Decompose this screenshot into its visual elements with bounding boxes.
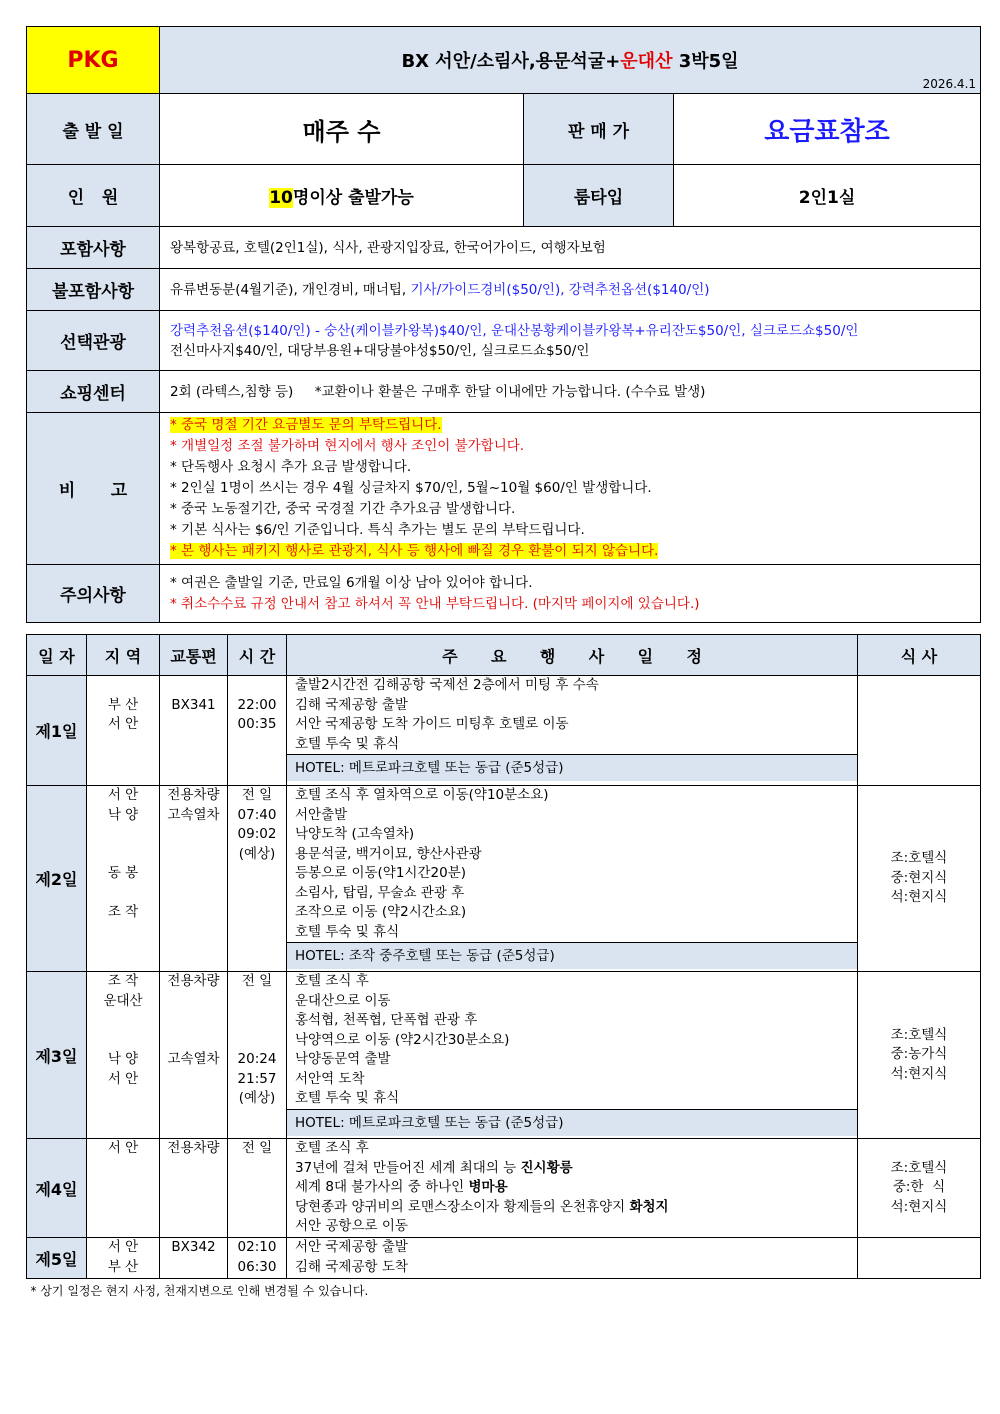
caution-list — [160, 565, 981, 623]
activity: 호텔 투숙 및 휴식 — [295, 923, 400, 940]
departure-label: 출 발 일 — [27, 94, 160, 165]
shopping-value: 2회 (라텍스,침향 등) *교환이나 환불은 구매후 한달 이내에만 가능합니다. (수수료 발생) — [160, 371, 981, 413]
activity: 호텔 투숙 및 휴식 — [295, 735, 400, 752]
excluded-value — [160, 269, 981, 311]
time: (예상) — [238, 845, 276, 862]
region-cell — [87, 1139, 160, 1238]
excluded-highlight: 기사/가이드경비($50/인), 강력추천옵션($140/인) — [410, 281, 710, 298]
table-row — [27, 972, 981, 1139]
time: 22:00 — [237, 696, 277, 713]
people-number: 10 — [269, 188, 293, 208]
pkg-badge: PKG — [27, 27, 160, 94]
activity: 호텔 투숙 및 휴식 — [295, 1090, 400, 1106]
day-label: 제1일 — [27, 676, 87, 786]
price-label: 판 매 가 — [524, 94, 674, 165]
remark-item: * 단독행사 요청시 추가 요금 발생합니다. — [170, 459, 412, 475]
caution-item: * 취소수수료 규정 안내서 참고 하셔서 꼭 안내 부탁드립니다. (마지막 페이지에 있습니다.) — [170, 595, 700, 612]
transport: 전용차량 — [167, 1140, 220, 1156]
time-cell — [228, 1139, 287, 1238]
meal: 조:호텔식 — [890, 1159, 948, 1176]
room-value: 2인1실 — [674, 165, 981, 227]
time: 20:24 — [237, 1051, 277, 1067]
region: 낙 양 — [107, 1051, 139, 1067]
activity-highlight: 진시황릉 — [520, 1159, 573, 1176]
activity: 호텔 조식 후 열차역으로 이동(약10분소요) — [295, 787, 549, 803]
transport-cell — [160, 786, 228, 972]
activity: 서안출발 — [295, 806, 348, 823]
meal: 중:현지식 — [890, 869, 948, 886]
region: 조 작 — [107, 973, 139, 989]
options-line-2: 전신마사지$40/인, 대당부용원+대당불야성$50/인, 실크로드쇼$50/인 — [170, 342, 590, 359]
time: 07:40 — [237, 806, 277, 823]
options-line-1: 강력추천옵션($140/인) - 숭산(케이블카왕복)$40/인, 운대산봉황케이블카왕복+유리잔도$50/인, 실크로드쇼$50/인 — [170, 322, 859, 339]
activity — [295, 1217, 857, 1237]
time: 06:30 — [237, 1258, 277, 1275]
caution-label: 주의사항 — [27, 565, 160, 623]
activity: 출발2시간전 김해공항 국제선 2층에서 미팅 후 수속 — [295, 677, 599, 693]
activity: 조작으로 이동 (약2시간소요) — [295, 904, 467, 920]
activity-text: 세계 8대 불가사의 중 하나인 — [295, 1179, 469, 1195]
itinerary-cell — [287, 786, 858, 972]
day-label: 제4일 — [27, 1139, 87, 1238]
activity: 등봉으로 이동(약1시간20분) — [295, 865, 467, 881]
remarks-list — [160, 413, 981, 565]
remark-item: * 개별일정 조절 불가하며 현지에서 행사 조인이 불가합니다. — [170, 438, 525, 454]
itinerary-cell — [287, 676, 858, 786]
meal: 석:현지식 — [890, 1065, 948, 1082]
header-itinerary: 주 요 행 사 일 정 — [287, 635, 858, 676]
time-cell — [228, 786, 287, 972]
time: (예상) — [238, 1090, 276, 1106]
transport: BX341 — [171, 696, 216, 713]
people-label: 인 원 — [27, 165, 160, 227]
itinerary-cell — [287, 1238, 858, 1279]
meal: 중:한 식 — [892, 1179, 946, 1196]
time: 09:02 — [237, 826, 277, 842]
activity-text: 호텔 조식 후 — [295, 1140, 369, 1156]
meal-cell — [858, 786, 981, 972]
caution-item: * 여권은 출발일 기준, 만료일 6개월 이상 남아 있어야 합니다. — [170, 574, 533, 591]
transport-cell — [160, 676, 228, 786]
time-cell — [228, 1238, 287, 1279]
transport: 전용차량 — [167, 787, 220, 803]
header-region: 지 역 — [87, 635, 160, 676]
activity-highlight: 화청지 — [629, 1198, 669, 1215]
region: 조 작 — [107, 904, 139, 920]
activity: 서안역 도착 — [295, 1070, 365, 1087]
transport: 고속열차 — [167, 1051, 220, 1067]
transport: 고속열차 — [167, 806, 220, 823]
hotel-info: HOTEL: 메트로파크호텔 또는 동급 (준5성급) — [287, 754, 857, 781]
meal-cell — [858, 1139, 981, 1238]
activity-text: 37년에 걸쳐 만들어진 세계 최대의 능 — [295, 1159, 521, 1176]
title-prefix: BX 서안/소림사,용문석굴+ — [401, 51, 621, 72]
remark-item: * 중국 노동절기간, 중국 국경절 기간 추가요금 발생합니다. — [170, 501, 516, 517]
region: 서 안 — [107, 1140, 139, 1156]
activity: 서안 국제공항 도착 가이드 미팅후 호텔로 이동 — [295, 716, 569, 732]
table-row — [27, 786, 981, 972]
table-row — [27, 1139, 981, 1238]
excluded-label: 불포함사항 — [27, 269, 160, 311]
activity: 낙양역으로 이동 (약2시간30분소요) — [295, 1031, 510, 1048]
footnote: * 상기 일정은 현지 사정, 천재지변으로 인해 변경될 수 있습니다. — [30, 1283, 369, 1298]
activity: 홍석협, 천폭협, 단폭협 관광 후 — [295, 1012, 478, 1028]
activity — [295, 1159, 857, 1179]
region-cell — [87, 1238, 160, 1279]
title-suffix: 3박5일 — [672, 51, 739, 72]
transport-cell — [160, 1139, 228, 1238]
info-table — [26, 26, 981, 623]
day-label: 제2일 — [27, 786, 87, 972]
itinerary-cell — [287, 972, 858, 1139]
region: 부 산 — [107, 1258, 139, 1275]
options-value — [160, 311, 981, 371]
remark-item: * 본 행사는 패키지 행사로 관광지, 식사 등 행사에 빠질 경우 환불이 되지 않습니다. — [170, 543, 659, 559]
activity: 낙양동문역 출발 — [295, 1051, 391, 1067]
meal-cell — [858, 972, 981, 1139]
table-row — [27, 1238, 981, 1279]
transport: BX342 — [171, 1239, 216, 1255]
transport: 전용차량 — [167, 973, 220, 989]
day-label: 제5일 — [27, 1238, 87, 1279]
region: 동 봉 — [107, 865, 139, 881]
meal: 석:현지식 — [890, 1198, 948, 1215]
header-day: 일 자 — [27, 635, 87, 676]
meal: 중:농가식 — [890, 1046, 948, 1063]
meal-cell — [858, 1238, 981, 1279]
shopping-label: 쇼핑센터 — [27, 371, 160, 413]
time-cell — [228, 676, 287, 786]
excluded-text: 유류변동분(4월기준), 개인경비, 매너팁, — [170, 281, 411, 298]
meal-cell — [858, 676, 981, 786]
activity — [295, 1178, 857, 1198]
time: 전 일 — [241, 787, 273, 803]
region: 서 안 — [107, 1070, 139, 1087]
time-cell — [228, 972, 287, 1139]
region: 운대산 — [103, 992, 143, 1009]
transport-cell — [160, 1238, 228, 1279]
time: 전 일 — [241, 1140, 273, 1156]
options-label: 선택관광 — [27, 311, 160, 371]
activity: 소림사, 탑림, 무술쇼 관광 후 — [295, 884, 465, 901]
activity-text: 서안 공항으로 이동 — [295, 1218, 408, 1234]
title-highlight: 운대산 — [620, 51, 673, 72]
activity-text: 당현종과 양귀비의 로맨스장소이자 황제들의 온천휴양지 — [295, 1198, 630, 1215]
time: 21:57 — [237, 1070, 277, 1087]
departure-value: 매주 수 — [160, 94, 524, 165]
activity: 김해 국제공항 도착 — [295, 1258, 408, 1275]
meal: 조:호텔식 — [890, 1026, 948, 1043]
time: 00:35 — [237, 716, 277, 732]
activity: 서안 국제공항 출발 — [295, 1239, 408, 1255]
meal: 조:호텔식 — [890, 850, 948, 867]
region-cell — [87, 676, 160, 786]
time: 02:10 — [237, 1239, 277, 1255]
people-value — [160, 165, 524, 227]
price-value: 요금표참조 — [674, 94, 981, 165]
activity — [295, 1198, 857, 1218]
remark-item: * 2인실 1명이 쓰시는 경우 4월 싱글차지 $70/인, 5월~10월 $60/인 발생합니다. — [170, 480, 652, 496]
region: 낙 양 — [107, 806, 139, 823]
meal: 석:현지식 — [890, 889, 948, 906]
people-text: 명이상 출발가능 — [292, 188, 414, 208]
region: 서 안 — [107, 787, 139, 803]
itinerary-cell — [287, 1139, 858, 1238]
activity: 용문석굴, 백거이묘, 향산사관광 — [295, 845, 482, 862]
day-label: 제3일 — [27, 972, 87, 1139]
activity: 김해 국제공항 출발 — [295, 696, 408, 713]
region-cell — [87, 786, 160, 972]
activity: 호텔 조식 후 — [295, 973, 369, 989]
time: 전 일 — [241, 973, 273, 989]
activity — [295, 1139, 857, 1159]
remark-item: * 기본 식사는 $6/인 기준입니다. 특식 추가는 별도 문의 부탁드립니다. — [170, 522, 585, 538]
table-row — [27, 676, 981, 786]
activity: 운대산으로 이동 — [295, 992, 391, 1009]
activity-highlight: 병마용 — [468, 1179, 508, 1195]
region-cell — [87, 972, 160, 1139]
room-label: 룸타입 — [524, 165, 674, 227]
region: 서 안 — [107, 1239, 139, 1255]
remark-item: * 중국 명절 기간 요금별도 문의 부탁드립니다. — [170, 417, 442, 433]
remarks-label: 비 고 — [27, 413, 160, 565]
hotel-info: HOTEL: 메트로파크호텔 또는 동급 (준5성급) — [287, 1109, 857, 1136]
hotel-info: HOTEL: 조작 중주호텔 또는 동급 (준5성급) — [287, 942, 857, 969]
included-value: 왕복항공료, 호텔(2인1실), 식사, 관광지입장료, 한국어가이드, 여행자보험 — [160, 227, 981, 269]
header-transport: 교통편 — [160, 635, 228, 676]
header-time: 시 간 — [228, 635, 287, 676]
transport-cell — [160, 972, 228, 1139]
activity: 낙양도착 (고속열차) — [295, 826, 415, 842]
header-meal: 식 사 — [858, 635, 981, 676]
region: 서 안 — [107, 716, 139, 732]
page-title — [160, 27, 981, 94]
schedule-table — [26, 634, 981, 1301]
region: 부 산 — [107, 696, 139, 713]
included-label: 포함사항 — [27, 227, 160, 269]
issue-date: 2026.4.1 — [922, 77, 977, 91]
